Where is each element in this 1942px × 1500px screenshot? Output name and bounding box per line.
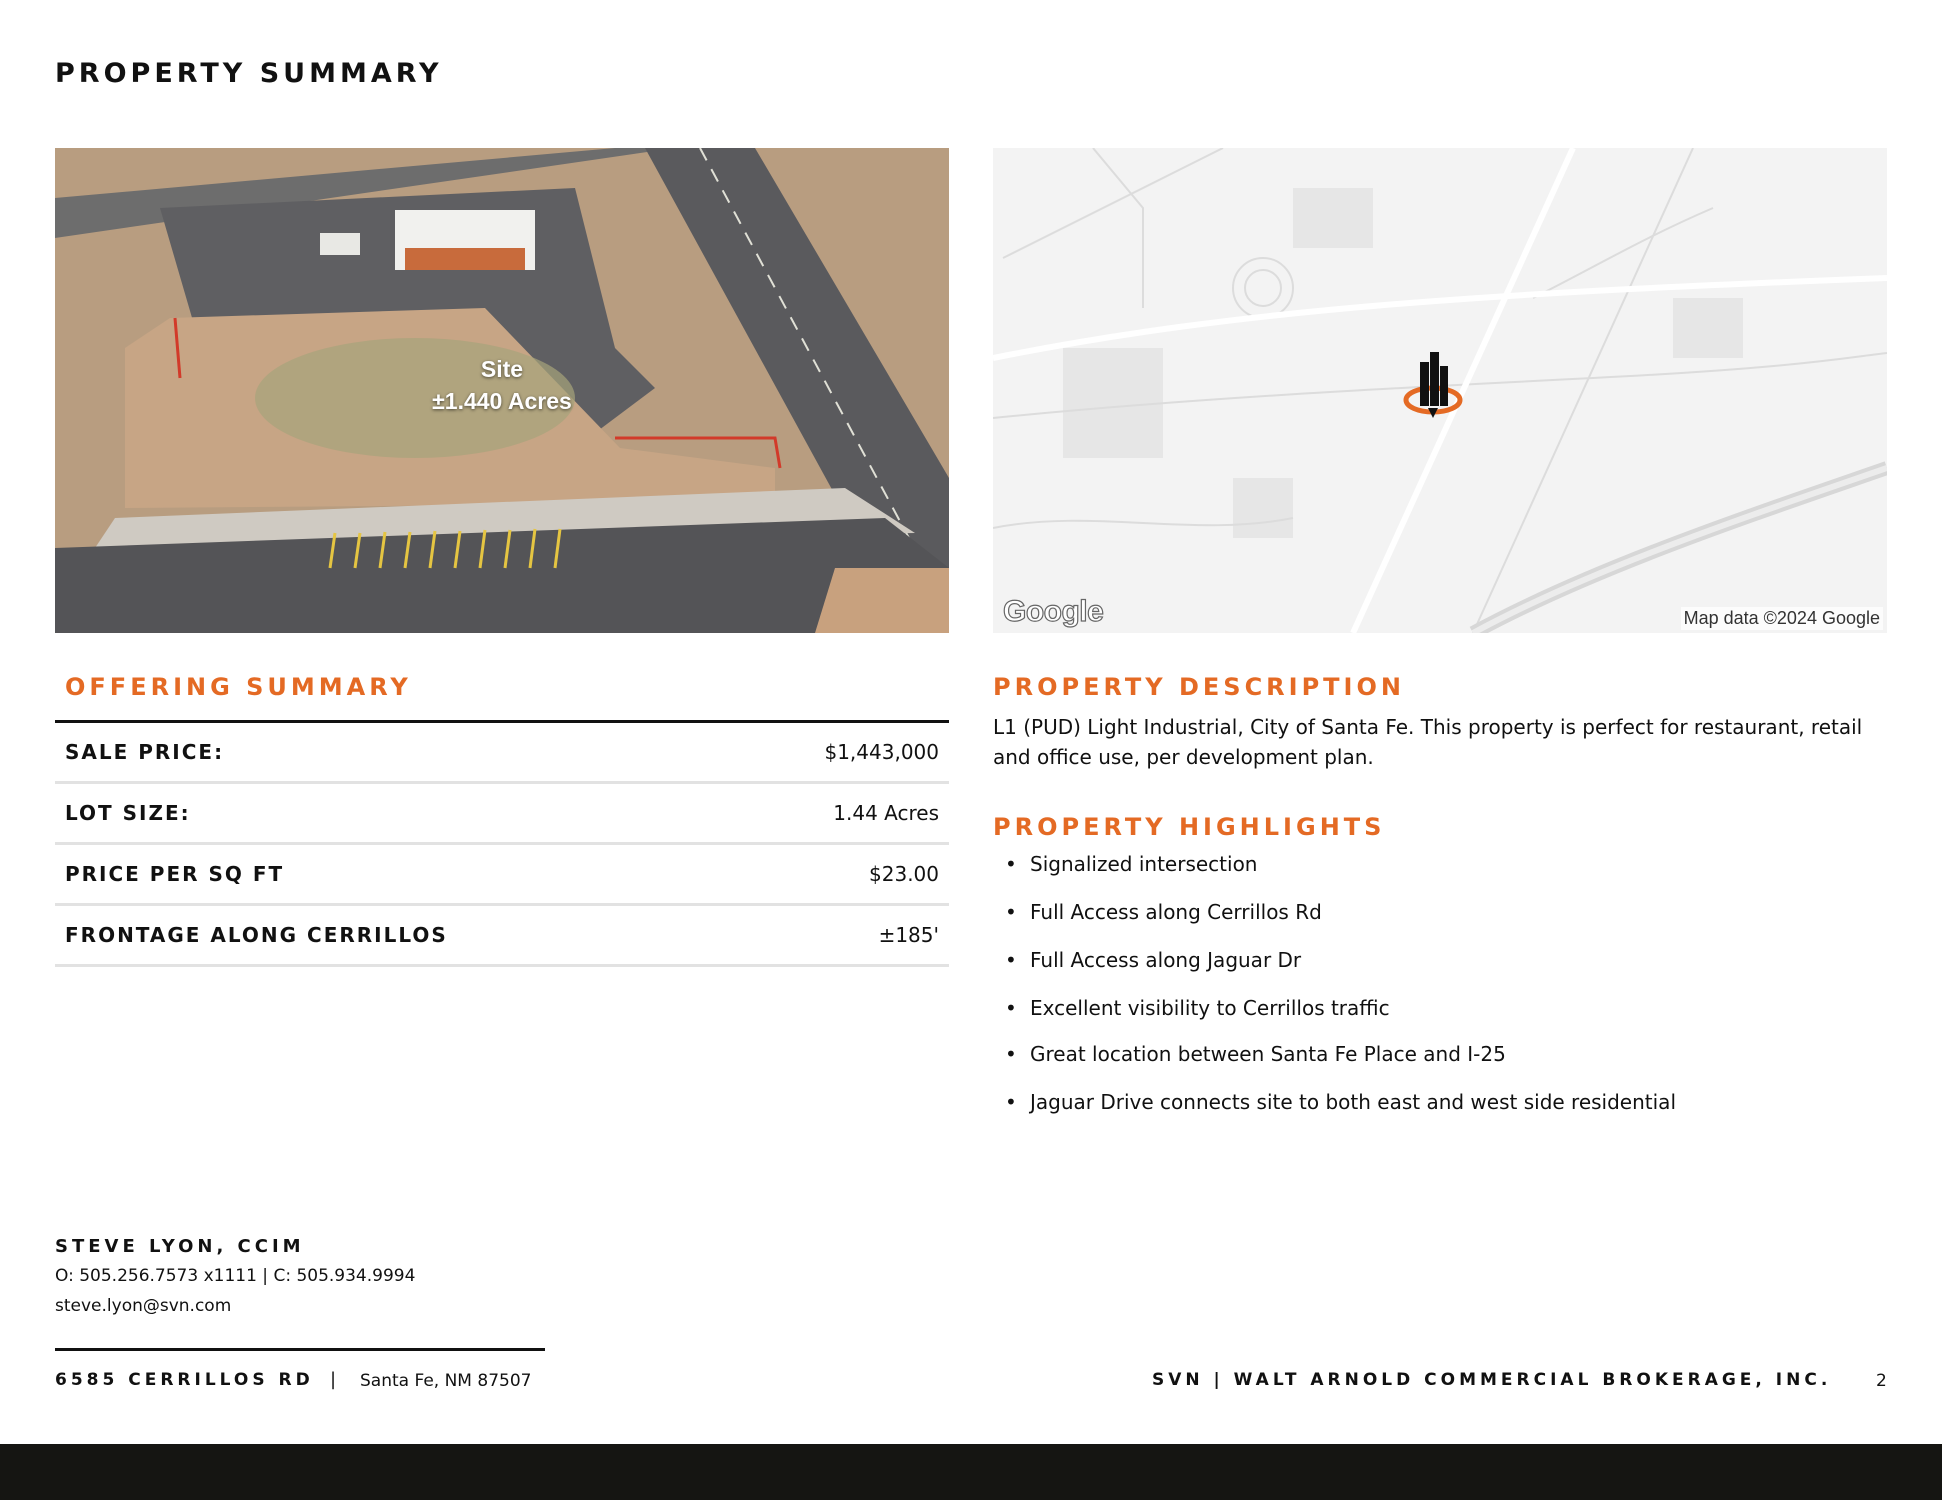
footer-company: SVN | WALT ARNOLD COMMERCIAL BROKERAGE, INC. bbox=[1152, 1370, 1832, 1390]
list-item bbox=[993, 898, 1883, 946]
property-description-text: L1 (PUD) Light Industrial, City of Santa Fe. This property is perfect for restaurant, retail and office use, per development plan. bbox=[993, 715, 1863, 769]
row-label: LOT SIZE: bbox=[65, 801, 191, 825]
highlight-text: Jaguar Drive connects site to both east and west side residential bbox=[1030, 1090, 1676, 1114]
row-value: $1,443,000 bbox=[824, 740, 939, 764]
table-row bbox=[55, 784, 949, 845]
highlight-text: Full Access along Jaguar Dr bbox=[1030, 948, 1302, 972]
table-row bbox=[55, 906, 949, 967]
bullet-icon: • bbox=[1005, 1042, 1017, 1066]
list-item bbox=[993, 994, 1883, 1040]
row-label: PRICE PER SQ FT bbox=[65, 862, 285, 886]
svn-building-marker-icon bbox=[1398, 348, 1468, 428]
location-map[interactable] bbox=[993, 148, 1887, 633]
footer-city: Santa Fe, NM 87507 bbox=[360, 1371, 532, 1391]
list-item bbox=[993, 1088, 1883, 1136]
highlight-text: Full Access along Cerrillos Rd bbox=[1030, 900, 1322, 924]
row-value: $23.00 bbox=[869, 862, 939, 886]
contact-name: STEVE LYON, CCIM bbox=[55, 1236, 305, 1257]
property-description-heading: PROPERTY DESCRIPTION bbox=[993, 673, 1405, 701]
site-acreage-label: ±1.440 Acres bbox=[432, 388, 572, 414]
table-row bbox=[55, 723, 949, 784]
contact-email[interactable]: steve.lyon@svn.com bbox=[55, 1296, 232, 1316]
aerial-site-photo bbox=[55, 148, 949, 633]
map-credit: Map data ©2024 Google bbox=[1681, 607, 1883, 630]
footer-separator: | bbox=[330, 1369, 337, 1390]
highlight-text: Great location between Santa Fe Place and I-25 bbox=[1030, 1042, 1506, 1066]
bullet-icon: • bbox=[1005, 948, 1017, 972]
contact-phones: O: 505.256.7573 x1111 | C: 505.934.9994 bbox=[55, 1266, 416, 1286]
property-highlights-list bbox=[993, 850, 1883, 1136]
bottom-bar bbox=[0, 1444, 1942, 1500]
footer-address: 6585 CERRILLOS RD bbox=[55, 1370, 314, 1390]
google-logo: Google bbox=[1003, 595, 1104, 628]
site-label: Site bbox=[480, 356, 524, 382]
footer-divider bbox=[55, 1348, 545, 1351]
page-title: PROPERTY SUMMARY bbox=[55, 58, 443, 89]
highlight-text: Signalized intersection bbox=[1030, 852, 1258, 876]
offering-summary-heading: OFFERING SUMMARY bbox=[65, 673, 412, 701]
offering-summary-table bbox=[55, 720, 949, 967]
bullet-icon: • bbox=[1005, 852, 1017, 876]
list-item bbox=[993, 850, 1883, 898]
bullet-icon: • bbox=[1005, 996, 1017, 1020]
highlight-text: Excellent visibility to Cerrillos traffic bbox=[1030, 996, 1390, 1020]
row-value: 1.44 Acres bbox=[833, 801, 939, 825]
page-number: 2 bbox=[1876, 1371, 1887, 1391]
table-row bbox=[55, 845, 949, 906]
row-value: ±185' bbox=[878, 923, 939, 947]
property-highlights-heading: PROPERTY HIGHLIGHTS bbox=[993, 813, 1386, 841]
list-item bbox=[993, 946, 1883, 994]
row-label: SALE PRICE: bbox=[65, 740, 225, 764]
bullet-icon: • bbox=[1005, 1090, 1017, 1114]
bullet-icon: • bbox=[1005, 900, 1017, 924]
row-label: FRONTAGE ALONG CERRILLOS bbox=[65, 923, 448, 947]
list-item bbox=[993, 1040, 1883, 1088]
